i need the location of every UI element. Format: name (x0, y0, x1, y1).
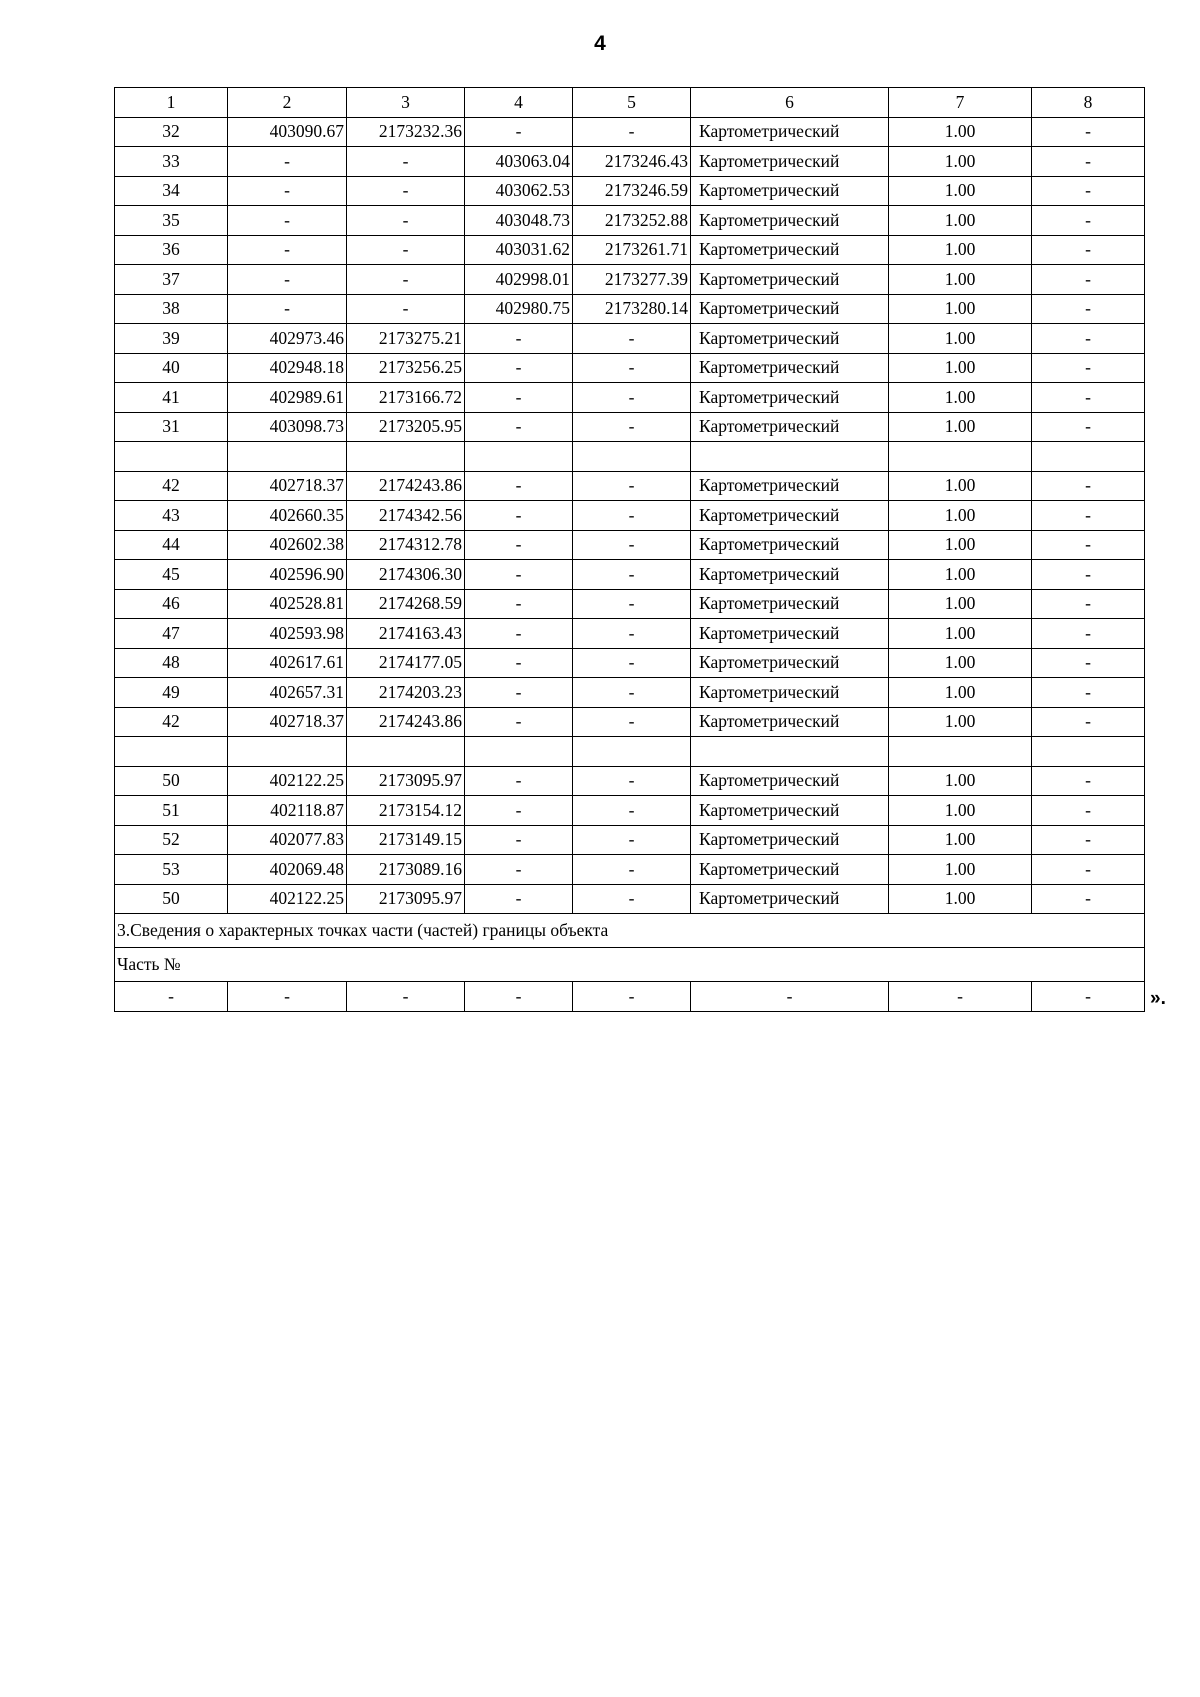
table-cell: Картометрический (691, 678, 889, 708)
column-header: 6 (691, 88, 889, 118)
table-row (115, 530, 1145, 560)
table-cell: - (465, 501, 573, 531)
table-cell: 1.00 (889, 796, 1032, 826)
column-header: 3 (347, 88, 465, 118)
table-row (115, 560, 1145, 590)
table-cell: - (347, 294, 465, 324)
table-row (115, 648, 1145, 678)
table-cell: - (573, 825, 691, 855)
table-cell: 2174342.56 (347, 501, 465, 531)
part-data-row (115, 982, 1145, 1012)
table-row (115, 147, 1145, 177)
table-cell: 402948.18 (228, 353, 347, 383)
table-cell: 1.00 (889, 353, 1032, 383)
table-cell: - (573, 589, 691, 619)
table-cell: - (1032, 560, 1145, 590)
table-cell: Картометрический (691, 471, 889, 501)
table-cell: - (465, 619, 573, 649)
table-cell: 48 (115, 648, 228, 678)
table-cell: 32 (115, 117, 228, 147)
table-cell: 45 (115, 560, 228, 590)
table-cell: - (1032, 383, 1145, 413)
table-cell: 1.00 (889, 648, 1032, 678)
table-cell: - (1032, 648, 1145, 678)
table-cell: - (1032, 766, 1145, 796)
table-cell: Картометрический (691, 796, 889, 826)
table-cell: - (1032, 884, 1145, 914)
table-row (115, 707, 1145, 737)
table-cell (465, 737, 573, 767)
table-cell: - (465, 825, 573, 855)
table-cell: - (228, 176, 347, 206)
table-cell: - (1032, 796, 1145, 826)
table-cell: Картометрический (691, 648, 889, 678)
column-header: 8 (1032, 88, 1145, 118)
table-cell: 52 (115, 825, 228, 855)
table-row (115, 855, 1145, 885)
table-cell: 1.00 (889, 294, 1032, 324)
table-cell: 2174243.86 (347, 707, 465, 737)
table-cell: Картометрический (691, 766, 889, 796)
table-cell: - (691, 982, 889, 1012)
table-cell: - (228, 206, 347, 236)
table-cell: - (1032, 471, 1145, 501)
table-row (115, 589, 1145, 619)
table-row (115, 825, 1145, 855)
table-row (115, 884, 1145, 914)
table-cell: 1.00 (889, 412, 1032, 442)
table-cell: - (465, 766, 573, 796)
table-cell: - (228, 235, 347, 265)
table-cell: - (465, 471, 573, 501)
table-cell: 402122.25 (228, 766, 347, 796)
table-cell: - (465, 678, 573, 708)
table-cell: 1.00 (889, 501, 1032, 531)
boundary-points-table (114, 87, 1145, 1012)
table-cell: - (1032, 825, 1145, 855)
table-cell (347, 737, 465, 767)
table-cell: 403031.62 (465, 235, 573, 265)
table-cell: 2173246.43 (573, 147, 691, 177)
table-cell: 1.00 (889, 324, 1032, 354)
column-header: 2 (228, 88, 347, 118)
table-row (115, 176, 1145, 206)
table-cell: Картометрический (691, 530, 889, 560)
table-cell: - (573, 471, 691, 501)
table-cell: 402593.98 (228, 619, 347, 649)
table-cell: - (573, 855, 691, 885)
table-cell: 44 (115, 530, 228, 560)
table-cell: 2173280.14 (573, 294, 691, 324)
table-cell: - (573, 117, 691, 147)
column-header: 5 (573, 88, 691, 118)
table-cell: Картометрический (691, 176, 889, 206)
table-cell: Картометрический (691, 265, 889, 295)
table-row (115, 324, 1145, 354)
table-cell: 402077.83 (228, 825, 347, 855)
table-cell: Картометрический (691, 235, 889, 265)
table-cell: 1.00 (889, 471, 1032, 501)
table-cell: 1.00 (889, 383, 1032, 413)
table-cell: - (573, 619, 691, 649)
table-cell: - (573, 324, 691, 354)
table-cell (573, 442, 691, 472)
table-cell: 37 (115, 265, 228, 295)
table-cell: 1.00 (889, 147, 1032, 177)
table-cell: - (347, 265, 465, 295)
table-cell: 403090.67 (228, 117, 347, 147)
table-cell: 2173275.21 (347, 324, 465, 354)
table-cell: - (1032, 176, 1145, 206)
table-cell: 1.00 (889, 530, 1032, 560)
table-row (115, 501, 1145, 531)
table-cell: 403098.73 (228, 412, 347, 442)
table-cell: 1.00 (889, 235, 1032, 265)
table-cell: Картометрический (691, 589, 889, 619)
table-cell: - (1032, 294, 1145, 324)
table-cell: - (573, 766, 691, 796)
table-cell: - (1032, 235, 1145, 265)
table-cell: 402118.87 (228, 796, 347, 826)
table-cell: 1.00 (889, 884, 1032, 914)
table-row (115, 766, 1145, 796)
table-cell: 402528.81 (228, 589, 347, 619)
table-cell: - (1032, 707, 1145, 737)
table-cell: 1.00 (889, 206, 1032, 236)
table-cell: 402122.25 (228, 884, 347, 914)
table-cell: 1.00 (889, 619, 1032, 649)
table-cell: 43 (115, 501, 228, 531)
table-cell: 35 (115, 206, 228, 236)
table-cell: - (347, 235, 465, 265)
table-cell: - (573, 884, 691, 914)
part-label: Часть № (115, 948, 1145, 982)
table-cell: 403048.73 (465, 206, 573, 236)
table-cell: - (1032, 855, 1145, 885)
table-cell: - (465, 353, 573, 383)
table-cell: 38 (115, 294, 228, 324)
table-cell: - (465, 884, 573, 914)
table-cell (1032, 737, 1145, 767)
table-row (115, 678, 1145, 708)
table-cell: - (1032, 117, 1145, 147)
table-cell: 1.00 (889, 117, 1032, 147)
table-cell: 2174177.05 (347, 648, 465, 678)
table-cell (889, 442, 1032, 472)
table-cell: 51 (115, 796, 228, 826)
table-cell: 1.00 (889, 855, 1032, 885)
table-cell: - (465, 855, 573, 885)
table-cell: 1.00 (889, 707, 1032, 737)
table-cell: - (573, 501, 691, 531)
table-cell: 402718.37 (228, 707, 347, 737)
section-title: 3.Сведения о характерных точках части (частей) границы объекта (115, 914, 1145, 948)
table-cell: - (465, 560, 573, 590)
table-cell: - (228, 982, 347, 1012)
table-cell: 1.00 (889, 265, 1032, 295)
table-row (115, 265, 1145, 295)
table-cell: - (573, 560, 691, 590)
table-cell: Картометрический (691, 353, 889, 383)
table-cell: - (465, 324, 573, 354)
table-cell: 2174163.43 (347, 619, 465, 649)
table-cell: Картометрический (691, 855, 889, 885)
table-cell: - (465, 412, 573, 442)
table-cell: - (465, 117, 573, 147)
table-row (115, 235, 1145, 265)
table-cell (228, 737, 347, 767)
table-row (115, 206, 1145, 236)
page-number: 4 (594, 32, 606, 55)
table-cell (573, 737, 691, 767)
table-cell: Картометрический (691, 206, 889, 236)
table-cell: 2174203.23 (347, 678, 465, 708)
table-cell: 2174312.78 (347, 530, 465, 560)
table-cell: - (1032, 353, 1145, 383)
table-cell: - (465, 982, 573, 1012)
spacer-row (115, 442, 1145, 472)
table-cell: - (1032, 589, 1145, 619)
table-cell: 1.00 (889, 825, 1032, 855)
table-cell: 2173246.59 (573, 176, 691, 206)
table-row (115, 353, 1145, 383)
table-cell: - (347, 176, 465, 206)
table-cell: 34 (115, 176, 228, 206)
table-row (115, 619, 1145, 649)
table-cell: 42 (115, 707, 228, 737)
table-cell: Картометрический (691, 707, 889, 737)
table-cell: 50 (115, 884, 228, 914)
table-cell: Картометрический (691, 147, 889, 177)
table-cell: - (573, 707, 691, 737)
table-cell: 2174268.59 (347, 589, 465, 619)
table-cell: - (347, 147, 465, 177)
table-cell: 402980.75 (465, 294, 573, 324)
table-cell: - (465, 383, 573, 413)
table-cell (691, 737, 889, 767)
table-cell: - (1032, 206, 1145, 236)
table-cell: 36 (115, 235, 228, 265)
table-cell: - (1032, 982, 1145, 1012)
table-cell: Картометрический (691, 117, 889, 147)
table-cell: 2173166.72 (347, 383, 465, 413)
table-row (115, 117, 1145, 147)
table-cell: - (889, 982, 1032, 1012)
table-cell: - (573, 353, 691, 383)
table-cell: 2174306.30 (347, 560, 465, 590)
table-cell: 402617.61 (228, 648, 347, 678)
section-title-row (115, 914, 1145, 948)
table-cell: - (1032, 265, 1145, 295)
table-cell: 403063.04 (465, 147, 573, 177)
table-cell: 2173232.36 (347, 117, 465, 147)
table-cell: - (1032, 619, 1145, 649)
table-cell: 2173095.97 (347, 766, 465, 796)
table-cell: 50 (115, 766, 228, 796)
table-cell: Картометрический (691, 619, 889, 649)
table-cell: 41 (115, 383, 228, 413)
part-label-row (115, 948, 1145, 982)
table-cell: Картометрический (691, 383, 889, 413)
table-cell: 53 (115, 855, 228, 885)
table-cell: 47 (115, 619, 228, 649)
table-cell: - (573, 678, 691, 708)
column-header: 4 (465, 88, 573, 118)
table-cell: 402718.37 (228, 471, 347, 501)
header-row (115, 88, 1145, 118)
table-cell: Картометрический (691, 825, 889, 855)
table-cell: Картометрический (691, 324, 889, 354)
table-cell (465, 442, 573, 472)
table-cell: - (465, 648, 573, 678)
table-cell: 31 (115, 412, 228, 442)
table-cell: - (1032, 678, 1145, 708)
table-row (115, 796, 1145, 826)
table-cell: 1.00 (889, 560, 1032, 590)
table-cell (347, 442, 465, 472)
table-cell: - (573, 383, 691, 413)
table-cell: - (115, 982, 228, 1012)
table-cell (691, 442, 889, 472)
table-cell (889, 737, 1032, 767)
table-cell: 33 (115, 147, 228, 177)
table-cell: Картометрический (691, 412, 889, 442)
table-cell: - (573, 982, 691, 1012)
table-cell: - (1032, 530, 1145, 560)
column-header: 7 (889, 88, 1032, 118)
table-cell: - (1032, 147, 1145, 177)
table-cell: - (465, 530, 573, 560)
table-cell: - (228, 294, 347, 324)
table-cell: 2174243.86 (347, 471, 465, 501)
table-cell: - (465, 707, 573, 737)
table-cell (115, 442, 228, 472)
spacer-row (115, 737, 1145, 767)
table-cell: 2173095.97 (347, 884, 465, 914)
table-cell: Картометрический (691, 501, 889, 531)
table-cell: - (573, 530, 691, 560)
table-cell: 403062.53 (465, 176, 573, 206)
table-cell: - (347, 982, 465, 1012)
table-cell: 2173154.12 (347, 796, 465, 826)
table-cell: 1.00 (889, 589, 1032, 619)
table-cell: Картометрический (691, 294, 889, 324)
table-cell: 2173261.71 (573, 235, 691, 265)
table-cell: 402973.46 (228, 324, 347, 354)
table-cell: - (465, 796, 573, 826)
table-cell: 2173149.15 (347, 825, 465, 855)
table-cell: 1.00 (889, 678, 1032, 708)
table-cell: - (228, 147, 347, 177)
table-cell: - (573, 648, 691, 678)
table-cell: - (1032, 501, 1145, 531)
table-cell: 2173256.25 (347, 353, 465, 383)
table-cell: - (465, 589, 573, 619)
table-cell: 39 (115, 324, 228, 354)
table-cell: 1.00 (889, 766, 1032, 796)
table-cell (1032, 442, 1145, 472)
table-cell: 402657.31 (228, 678, 347, 708)
table-cell: 402596.90 (228, 560, 347, 590)
table-cell: - (573, 412, 691, 442)
table-cell: Картометрический (691, 560, 889, 590)
table-cell: 402069.48 (228, 855, 347, 885)
table-cell (228, 442, 347, 472)
column-header: 1 (115, 88, 228, 118)
table-cell: - (1032, 412, 1145, 442)
table-cell: 1.00 (889, 176, 1032, 206)
table-row (115, 412, 1145, 442)
table-cell: 2173089.16 (347, 855, 465, 885)
table-cell: - (573, 796, 691, 826)
table-cell: - (228, 265, 347, 295)
table-row (115, 471, 1145, 501)
table-cell: 46 (115, 589, 228, 619)
table-cell (115, 737, 228, 767)
closing-quote-mark: ». (1150, 988, 1166, 1009)
table-cell: 49 (115, 678, 228, 708)
table-cell: 42 (115, 471, 228, 501)
table-cell: 402660.35 (228, 501, 347, 531)
table-cell: 40 (115, 353, 228, 383)
table-cell: - (347, 206, 465, 236)
table-cell: 402989.61 (228, 383, 347, 413)
table-row (115, 294, 1145, 324)
table-cell: 2173277.39 (573, 265, 691, 295)
table-cell: 2173252.88 (573, 206, 691, 236)
table-cell: Картометрический (691, 884, 889, 914)
table-row (115, 383, 1145, 413)
table-cell: 402602.38 (228, 530, 347, 560)
table-cell: 2173205.95 (347, 412, 465, 442)
table-cell: - (1032, 324, 1145, 354)
table-cell: 402998.01 (465, 265, 573, 295)
